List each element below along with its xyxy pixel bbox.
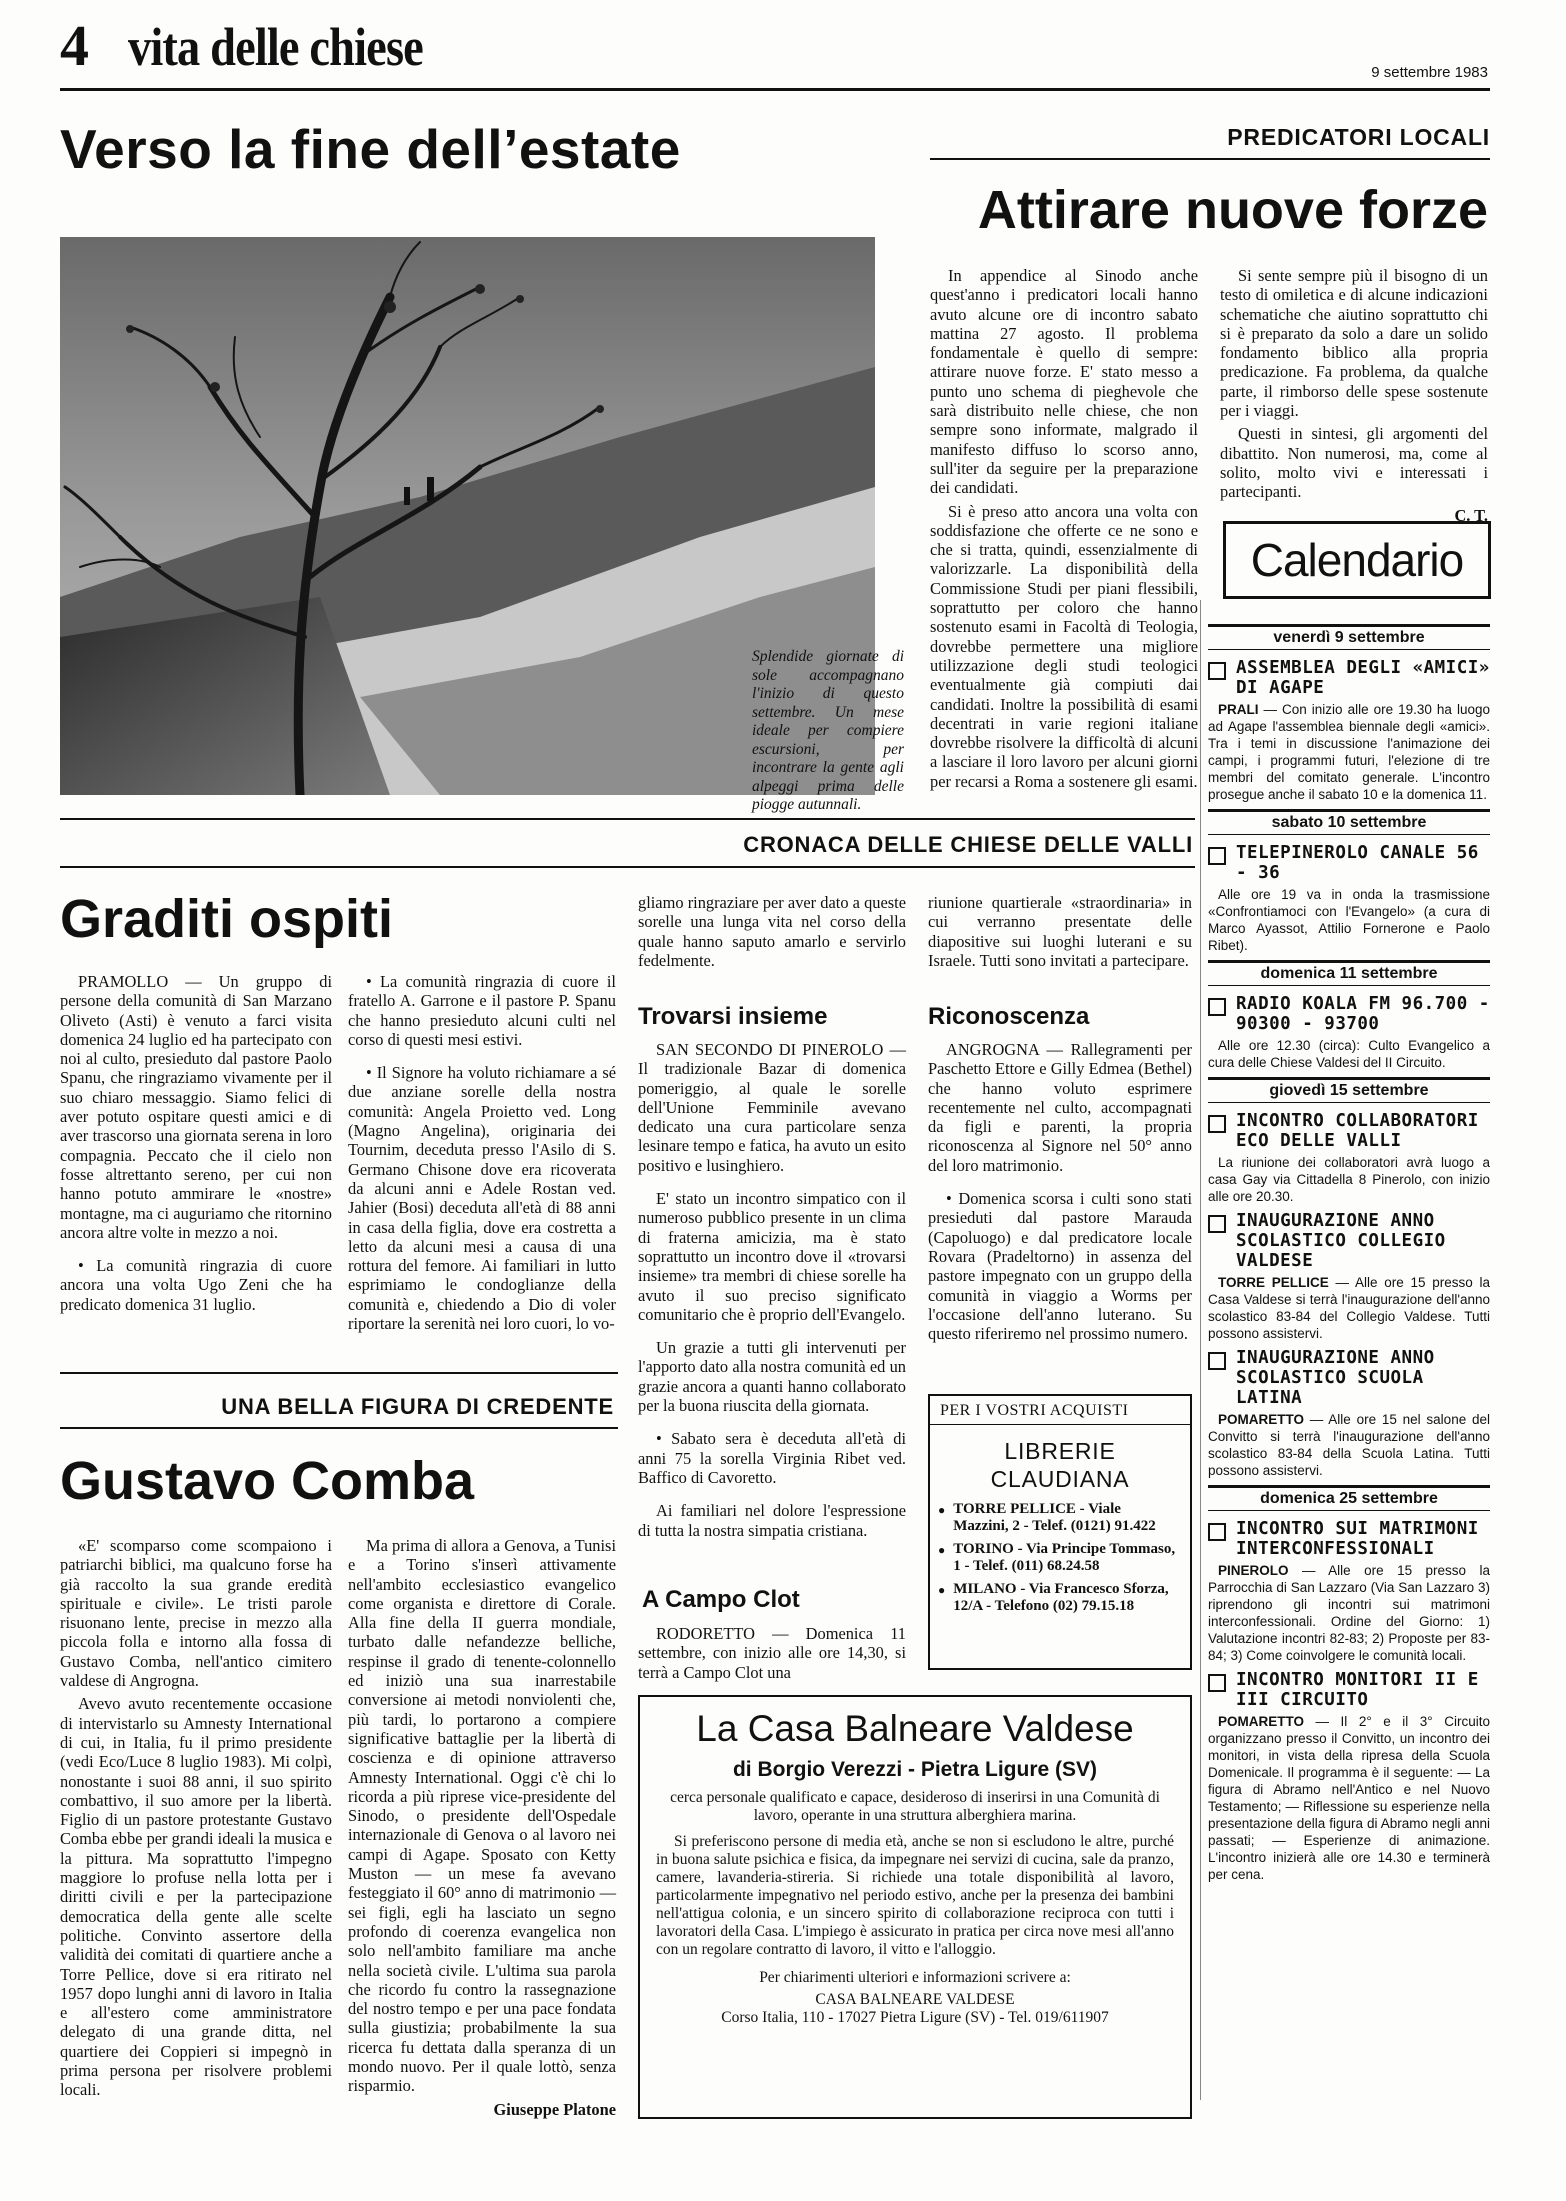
cronaca-kicker-rule — [60, 866, 1195, 868]
article-paragraph: Ai familiari nel dolore l'espressione di tutta la nostra simpatia cristiana. — [638, 1501, 906, 1540]
trovarsi-headline: Trovarsi insieme — [638, 1003, 828, 1030]
campoclot-headline: A Campo Clot — [642, 1586, 800, 1613]
riconoscenza-headline: Riconoscenza — [928, 1003, 1090, 1030]
event-body: Alle ore 12.30 (circa): Culto Evangelico a cura delle Chiese Valdesi del II Circuito. — [1208, 1038, 1490, 1070]
calendar-event — [1208, 658, 1490, 698]
article-paragraph: SAN SECONDO DI PINEROLO — Il tradizionale Bazar di domenica pomeriggio, al quale le sorelle dell'Unione Femminile avevano dedicato una cura particolare senza lesinare tempo e fatica, ha avuto un esito positivo e lusinghiero. — [638, 1040, 906, 1175]
ad-address-name: CASA BALNEARE VALDESE — [815, 1991, 1015, 2008]
event-text: — Alle ore 15 presso la Casa Valdese si terrà l'inaugurazione dell'anno scolastico 83-84 del Collegio Valdese. Tutti possono assistervi. — [1208, 1275, 1490, 1341]
librerie-item — [938, 1501, 1180, 1535]
casa-balneare-subtitle: di Borgio Verezzi - Pietra Ligure (SV) — [732, 1758, 1098, 1781]
event-lead: PINEROLO — [1218, 1563, 1289, 1578]
article-paragraph: RODORETTO — Domenica 11 settembre, con inizio alle ore 14,30, si terrà a Campo Clot una — [638, 1624, 906, 1682]
ad-address-line: Corso Italia, 110 - 17027 Pietra Ligure (SV) - Tel. 019/611907 — [721, 2009, 1109, 2026]
comba-headline: Gustavo Comba — [60, 1451, 475, 1511]
calendar-day: sabato 10 settembre — [1208, 809, 1490, 835]
checkbox-icon — [1208, 1215, 1226, 1233]
event-lead: PRALI — [1218, 702, 1259, 717]
calendar-event — [1208, 994, 1490, 1034]
article-paragraph: • Domenica scorsa i culti sono stati presieduti dal pastore Marauda (Capoluogo) e dal predicatore locale Rovara (Pradeltorno) in assenza del pastore impegnato con un gruppo della comunità in viaggio a Worms per l'occasione dell'anno luterano. Su questo riferiremo nel prossimo numero. — [928, 1189, 1192, 1344]
librerie-item-text: TORINO - Via Principe Tommaso, 1 - Telef. (011) 68.24.58 — [953, 1541, 1176, 1574]
librerie-item — [938, 1581, 1180, 1615]
event-title: INCONTRO MONITORI II E III CIRCUITO — [1236, 1670, 1479, 1710]
event-text: — Con inizio alle ore 19.30 ha luogo ad Agape l'assemblea biennale degli «amici». Tra i temi in discussione l'animazione dei campi, i programmi futuri, l'elezione di tre membri del comitato generale. L'incontro prosegue anche il sabato 10 e la domenica 11. — [1208, 702, 1490, 802]
predicatori-headline: Attirare nuove forze — [977, 180, 1488, 240]
event-body — [1208, 1713, 1490, 1883]
event-title: ASSEMBLEA DEGLI «AMICI» DI AGAPE — [1236, 658, 1490, 698]
article-paragraph: riunione quartierale «straordinaria» in cui verranno presentate delle diapositive sui luoghi luterani e su Israele. Tutti sono invitati a partecipare. — [928, 893, 1192, 970]
event-body: La riunione dei collaboratori avrà luogo a casa Gay via Cittadella 8 Pinerolo, con inizio alle ore 20.30. — [1208, 1155, 1490, 1204]
casa-balneare-body — [640, 1783, 1190, 2027]
event-title: INAUGURAZIONE ANNO SCOLASTICO COLLEGIO VALDESE — [1236, 1211, 1446, 1271]
checkbox-icon — [1208, 1674, 1226, 1692]
bullet-icon: ● — [938, 1503, 946, 1517]
campoclot-column — [638, 1624, 906, 1686]
event-text: — Il 2° e il 3° Circuito organizzano presso il Convitto, un incontro dei monitori, in vista della ripresa della Scuola Domenicale. Il programma è il seguente: — La figura di Abramo nell'Antico e nel Nuovo Testamento; — Riflessione su esperienze nella presentazione della figura di Abramo negli anni passati; — Esperienze di animazione. L'incontro inizierà alle ore 14.30 e terminerà per cena. — [1208, 1714, 1490, 1882]
calendar-day: domenica 11 settembre — [1208, 960, 1490, 986]
article-paragraph: PRAMOLLO — Un gruppo di persone della comunità di San Marzano Oliveto (Asti) è venuto a farci visita domenica 24 luglio ed ha partecipato con noi al culto, presieduto dal pastore Paolo Spanu, che ringraziamo vivamente per il suo chiaro messaggio. Siamo felici di aver potuto ospitare questi amici e di aver trascorso una giornata serena in loro compagnia. Peccato che il cielo non fosse altrettanto sereno, per cui non hanno potuto ammirare le «nostre» montagne, ma ci auguriamo che ritornino ancora altre volte in mezzo a noi. — [60, 972, 332, 1242]
calendar-event — [1208, 1670, 1490, 1710]
section-title: vita delle chiese — [128, 17, 423, 77]
trovarsi-column — [638, 1040, 906, 1544]
librerie-name: LIBRERIE CLAUDIANA — [990, 1438, 1130, 1492]
event-body — [1208, 1411, 1490, 1479]
graditi-column-4 — [928, 893, 1192, 974]
article-paragraph: «E' scomparso come scompaiono i patriarchi biblici, ma qualcuno forse ha già raccolto la sua grande eredità spirituale e civile». Le tristi parole risuonano lente, precise in mezzo alla piccola folla e intorno alla fossa di Gustavo Comba, nell'antico cimitero valdese di Angrogna. — [60, 1536, 332, 1691]
casa-balneare-title: La Casa Balneare Valdese — [696, 1708, 1134, 1749]
event-body — [1208, 1274, 1490, 1342]
article-paragraph: • La comunità ringrazia di cuore il fratello A. Garrone e il pastore P. Spanu che hanno presieduto alcuni culti nel corso di questi mesi estivi. — [348, 972, 616, 1049]
librerie-item-text: TORRE PELLICE - Viale Mazzini, 2 - Telef. (0121) 91.422 — [953, 1501, 1156, 1534]
calendario-title: Calendario — [1250, 534, 1464, 586]
checkbox-icon — [1208, 1523, 1226, 1541]
casa-balneare-ad — [638, 1695, 1192, 2119]
calendar-day: domenica 25 settembre — [1208, 1485, 1490, 1511]
article-paragraph: gliamo ringraziare per aver dato a queste sorelle una lunga vita nel corso della quale hanno saputo amarlo e servirlo fedelmente. — [638, 893, 906, 970]
comba-kicker: UNA BELLA FIGURA DI CREDENTE — [221, 1394, 614, 1419]
checkbox-icon — [1208, 1352, 1226, 1370]
article-paragraph: • Sabato sera è deceduta all'età di anni 75 la sorella Virginia Ribet ved. Baffico di Cavoretto. — [638, 1429, 906, 1487]
librerie-ad — [928, 1394, 1192, 1670]
article-paragraph: Ma prima di allora a Genova, a Tunisi e a Torino s'inserì attivamente nell'ambito ecclesiastico evangelico come organista e direttore di Corale. Alla fine della II guerra mondiale, turbato dalle nefandezze belliche, respinse il grado di tenente-colonnello ed iniziò una sua inarrestabile conversione ai metodi nonviolenti che, più tardi, lo portarono a compiere significative battaglie per la libertà di coscienza e di opinione attraverso Amnesty International. Oggi c'è chi lo ricorda a più riprese vice-presidente del Sinodo, o presidente dell'Ospedale internazionale di Genova o al lavoro nei campi di Agape. Sposato con Ketty Muston — un mese fa avevano festeggiato il 60° anno di matrimonio — sei figli, egli ha lasciato un segno profondo di coerenza evangelica non solo nell'ambito familiare ma anche nella società civile. L'ultima sua parola che ricordo fu contro la rassegnazione del nostro tempo e per una pace fondata sulla giustizia; probabilmente la sua ricerca fu dettata dalla speranza di un mondo nuovo. Per il quale lottò, senza risparmio. — [348, 1536, 616, 2096]
calendar-event — [1208, 1519, 1490, 1559]
article-paragraph: ANGROGNA — Rallegramenti per Paschetto Ettore e Gilly Edmea (Bethel) che hanno voluto esprimere recentemente nel culto, accompagnati da figli e parenti, la propria riconoscenza al Signore nel 50° anno del loro matrimonio. — [928, 1040, 1192, 1175]
event-body: Alle ore 19 va in onda la trasmissione «Confrontiamoci con l'Evangelo» (a cura di Marco Ayassot, Attilio Fornerone e Paolo Ribet). — [1208, 887, 1490, 953]
bullet-icon: ● — [938, 1543, 946, 1557]
calendar-event — [1208, 1348, 1490, 1408]
predicatori-column-2 — [1220, 266, 1488, 525]
event-lead: POMARETTO — [1218, 1412, 1305, 1427]
predicatori-kicker: PREDICATORI LOCALI — [1227, 124, 1490, 150]
issue-date: 9 settembre 1983 — [1371, 64, 1488, 81]
ad-paragraph: Si preferiscono persone di media età, anche se non si escludono le altre, purché in buona salute psichica e fisica, da impegnare nei servizi di cucina, sale da pranzo, camere, lavanderia-stireria. Si richiede una totale disponibilità al lavoro, particolarmente impegnativo nel periodo estivo, anche per la presenza dei bambini nell'attigua colonia, e un sincero spirito di collaborazione reciproca con tutti i lavoratori della Casa. L'impiego è assicurato in pratica per circa nove mesi all'anno con un regolare contratto di lavoro, il vitto e l'alloggio. — [656, 1833, 1174, 1958]
event-lead: POMARETTO — [1218, 1714, 1305, 1729]
event-body — [1208, 701, 1490, 803]
bullet-icon: ● — [938, 1583, 946, 1597]
librerie-header: PER I VOSTRI ACQUISTI — [930, 1396, 1190, 1425]
photo-caption: Splendide giornate di sole accompagnano l'inizio di questo settembre. Un mese ideale per compiere escursioni, per incontrare la gente agli alpeggi prima delle piogge autunnali. — [752, 648, 904, 813]
event-title: INCONTRO COLLABORATORI ECO DELLE VALLI — [1236, 1111, 1479, 1151]
checkbox-icon — [1208, 847, 1226, 865]
article-paragraph: In appendice al Sinodo anche quest'anno i predicatori locali hanno avuto alcune ore di incontro sabato mattina 27 agosto. Il problema fondamentale è quello di sempre: attirare nuove forze. E' stato messo a punto uno schema di pieghevole che sarà distribuito nelle chiese, che non sempre sono informate, malgrado il manifesto diffuso lo scorso anno, sull'iter da seguire per la preparazione dei candidati. — [930, 266, 1198, 498]
comba-column-1 — [60, 1536, 332, 2104]
predicatori-column-1 — [930, 266, 1198, 795]
calendar-event — [1208, 1111, 1490, 1151]
graditi-headline: Graditi ospiti — [60, 889, 394, 949]
ad-paragraph: Per chiarimenti ulteriori e informazioni scrivere a: — [759, 1969, 1071, 1986]
article-paragraph: • La comunità ringrazia di cuore ancora una volta Ugo Zeni che ha predicato domenica 31 luglio. — [60, 1256, 332, 1314]
cronaca-rule — [60, 818, 1195, 820]
cronaca-kicker: CRONACA DELLE CHIESE DELLE VALLI — [743, 832, 1193, 857]
article-paragraph: Si sente sempre più il bisogno di un testo di omiletica e di alcune indicazioni schematiche che aiutino soprattutto chi si è preparato da solo a dare un solido fondamento biblico alla propria predicazione. Fa problema, da qualche parte, il rimborso delle spese sostenute per i viaggi. — [1220, 266, 1488, 421]
event-title: TELEPINEROLO CANALE 56 - 36 — [1236, 843, 1479, 883]
estate-headline: Verso la fine dell’estate — [60, 118, 681, 180]
event-lead: TORRE PELLICE — [1218, 1275, 1329, 1290]
graditi-column-1 — [60, 972, 332, 1318]
article-paragraph: E' stato un incontro simpatico con il numeroso pubblico presente in un clima di fraterna amicizia, ma è stato soprattutto un incontro dove il «trovarsi insieme» tra membri di chiese sorelle ha avuto il suo preciso significato comunitario che è proprio dell'Evangelo. — [638, 1189, 906, 1324]
librerie-item-text: MILANO - Via Francesco Sforza, 12/A - Telefono (02) 79.15.18 — [953, 1581, 1169, 1614]
article-paragraph: Avevo avuto recentemente occasione di intervistarlo su Amnesty International di cui, in Italia, fu il primo presidente (vedi Eco/Luce 8 luglio 1983). Mi colpì, nonostante i suoi 88 anni, il suo spirito combattivo, il suo amore per la libertà. Figlio di un pastore protestante Gustavo Comba ebbe per grandi ideali la musica e la pittura. Ma soprattutto l'impegno maggiore lo profuse nella lotta per i diritti civili e per la partecipazione democratica della gente alle scelte politiche. Convinto assertore della validità dei comitati di quartiere anche a Torre Pellice, dove si era ritirato nel 1957 dopo lunghi anni di lavoro in Italia e all'estero come amministratore delegato di una grande ditta, nel quartiere dei Coppieri si impegnò in prima persona per risolvere problemi locali. — [60, 1694, 332, 2100]
librerie-list — [930, 1501, 1190, 1615]
librerie-item — [938, 1541, 1180, 1575]
comba-kicker-rule — [60, 1427, 618, 1429]
comba-author: Giuseppe Platone — [493, 2099, 616, 2119]
page-number: 4 — [60, 13, 89, 78]
graditi-column-2 — [348, 972, 616, 1337]
predicatori-kicker-rule — [930, 158, 1490, 160]
event-text: — Alle ore 15 presso la Parrocchia di San Lazzaro (Via San Lazzaro 3) riprendono gli incontri sui matrimoni interconfessionali. Ordine del Giorno: 1) Valutazione incontri 82-83; 2) Proposte per 83-84; 3) Come coinvolgere le comunità locali. — [1208, 1563, 1490, 1663]
ad-paragraph: cerca personale qualificato e capace, desideroso di inserirsi in una Comunità di lavoro, operante in una struttura alberghiera marina. — [670, 1789, 1160, 1824]
article-paragraph: • Il Signore ha voluto richiamare a sé due anziane sorelle della nostra comunità: Angela Proietto ved. Long (Magno Angelina), originaria dei Tournim, deceduta presso l'Asilo di S. Germano Chisone dove era ricoverata da alcuni anni e Adele Rostan ved. Jahier (Bosi) deceduta all'età di 88 anni in casa della figlia, dove era costretta a letto da alcuni mesi a causa di una rottura del femore. Ai familiari in lutto esprimiamo le condoglianze della comunità e, chiedendo a Dio di voler riportare la serenità nei loro cuori, lo vo- — [348, 1063, 616, 1334]
event-text: — Alle ore 15 nel salone del Convitto si terrà l'inaugurazione dell'anno scolastico 83-84 della Scuola Latina. Tutti possono assistervi. — [1208, 1412, 1490, 1478]
predicatori-signature: C. T. — [1454, 505, 1488, 525]
checkbox-icon — [1208, 662, 1226, 680]
riconoscenza-column — [928, 1040, 1192, 1347]
article-paragraph: Si è preso atto ancora una volta con soddisfazione che offerte ce ne sono e che si tratta, quindi, essenzialmente di valorizzarle. La disponibilità della Commissione Studi per piani flessibili, soprattutto per coloro che hanno sostenuto esami in Facoltà di Teologia, dovrebbe permettere una migliore utilizzazione degli studi teologici eventualmente già compiuti dai candidati. Inoltre la possibilità di esami decentrati in varie regioni italiane dovrebbe risolvere la difficoltà di alcuni a lasciare il loro lavoro per alcuni giorni per recarsi a Roma a sostenere gli esami. — [930, 501, 1198, 791]
comba-rule — [60, 1372, 618, 1374]
comba-column-2 — [348, 1536, 616, 2119]
checkbox-icon — [1208, 1115, 1226, 1133]
article-paragraph: Un grazie a tutti gli intervenuti per l'apporto dato alla nostra comunità ed un grazie ancora a quanti hanno collaborato per la buona riuscita della giornata. — [638, 1338, 906, 1416]
event-title: RADIO KOALA FM 96.700 - 90300 - 93700 — [1236, 994, 1490, 1034]
checkbox-icon — [1208, 998, 1226, 1016]
event-body — [1208, 1562, 1490, 1664]
graditi-column-3 — [638, 893, 906, 974]
event-title: INAUGURAZIONE ANNO SCOLASTICO SCUOLA LATINA — [1236, 1348, 1435, 1408]
calendar-day: venerdì 9 settembre — [1208, 624, 1490, 650]
article-paragraph: Questi in sintesi, gli argomenti del dibattito. Non numerosi, ma, come al solito, molto vivi e interessati i partecipanti. — [1220, 424, 1488, 502]
event-title: INCONTRO SUI MATRIMONI INTERCONFESSIONALI — [1236, 1519, 1479, 1559]
calendar-event — [1208, 1211, 1490, 1271]
calendar-divider — [1200, 600, 1201, 2100]
calendario-box — [1223, 521, 1491, 599]
calendar-event — [1208, 843, 1490, 883]
calendario-list — [1208, 618, 1490, 1889]
masthead-rule — [60, 88, 1490, 91]
calendar-day: giovedì 15 settembre — [1208, 1077, 1490, 1103]
